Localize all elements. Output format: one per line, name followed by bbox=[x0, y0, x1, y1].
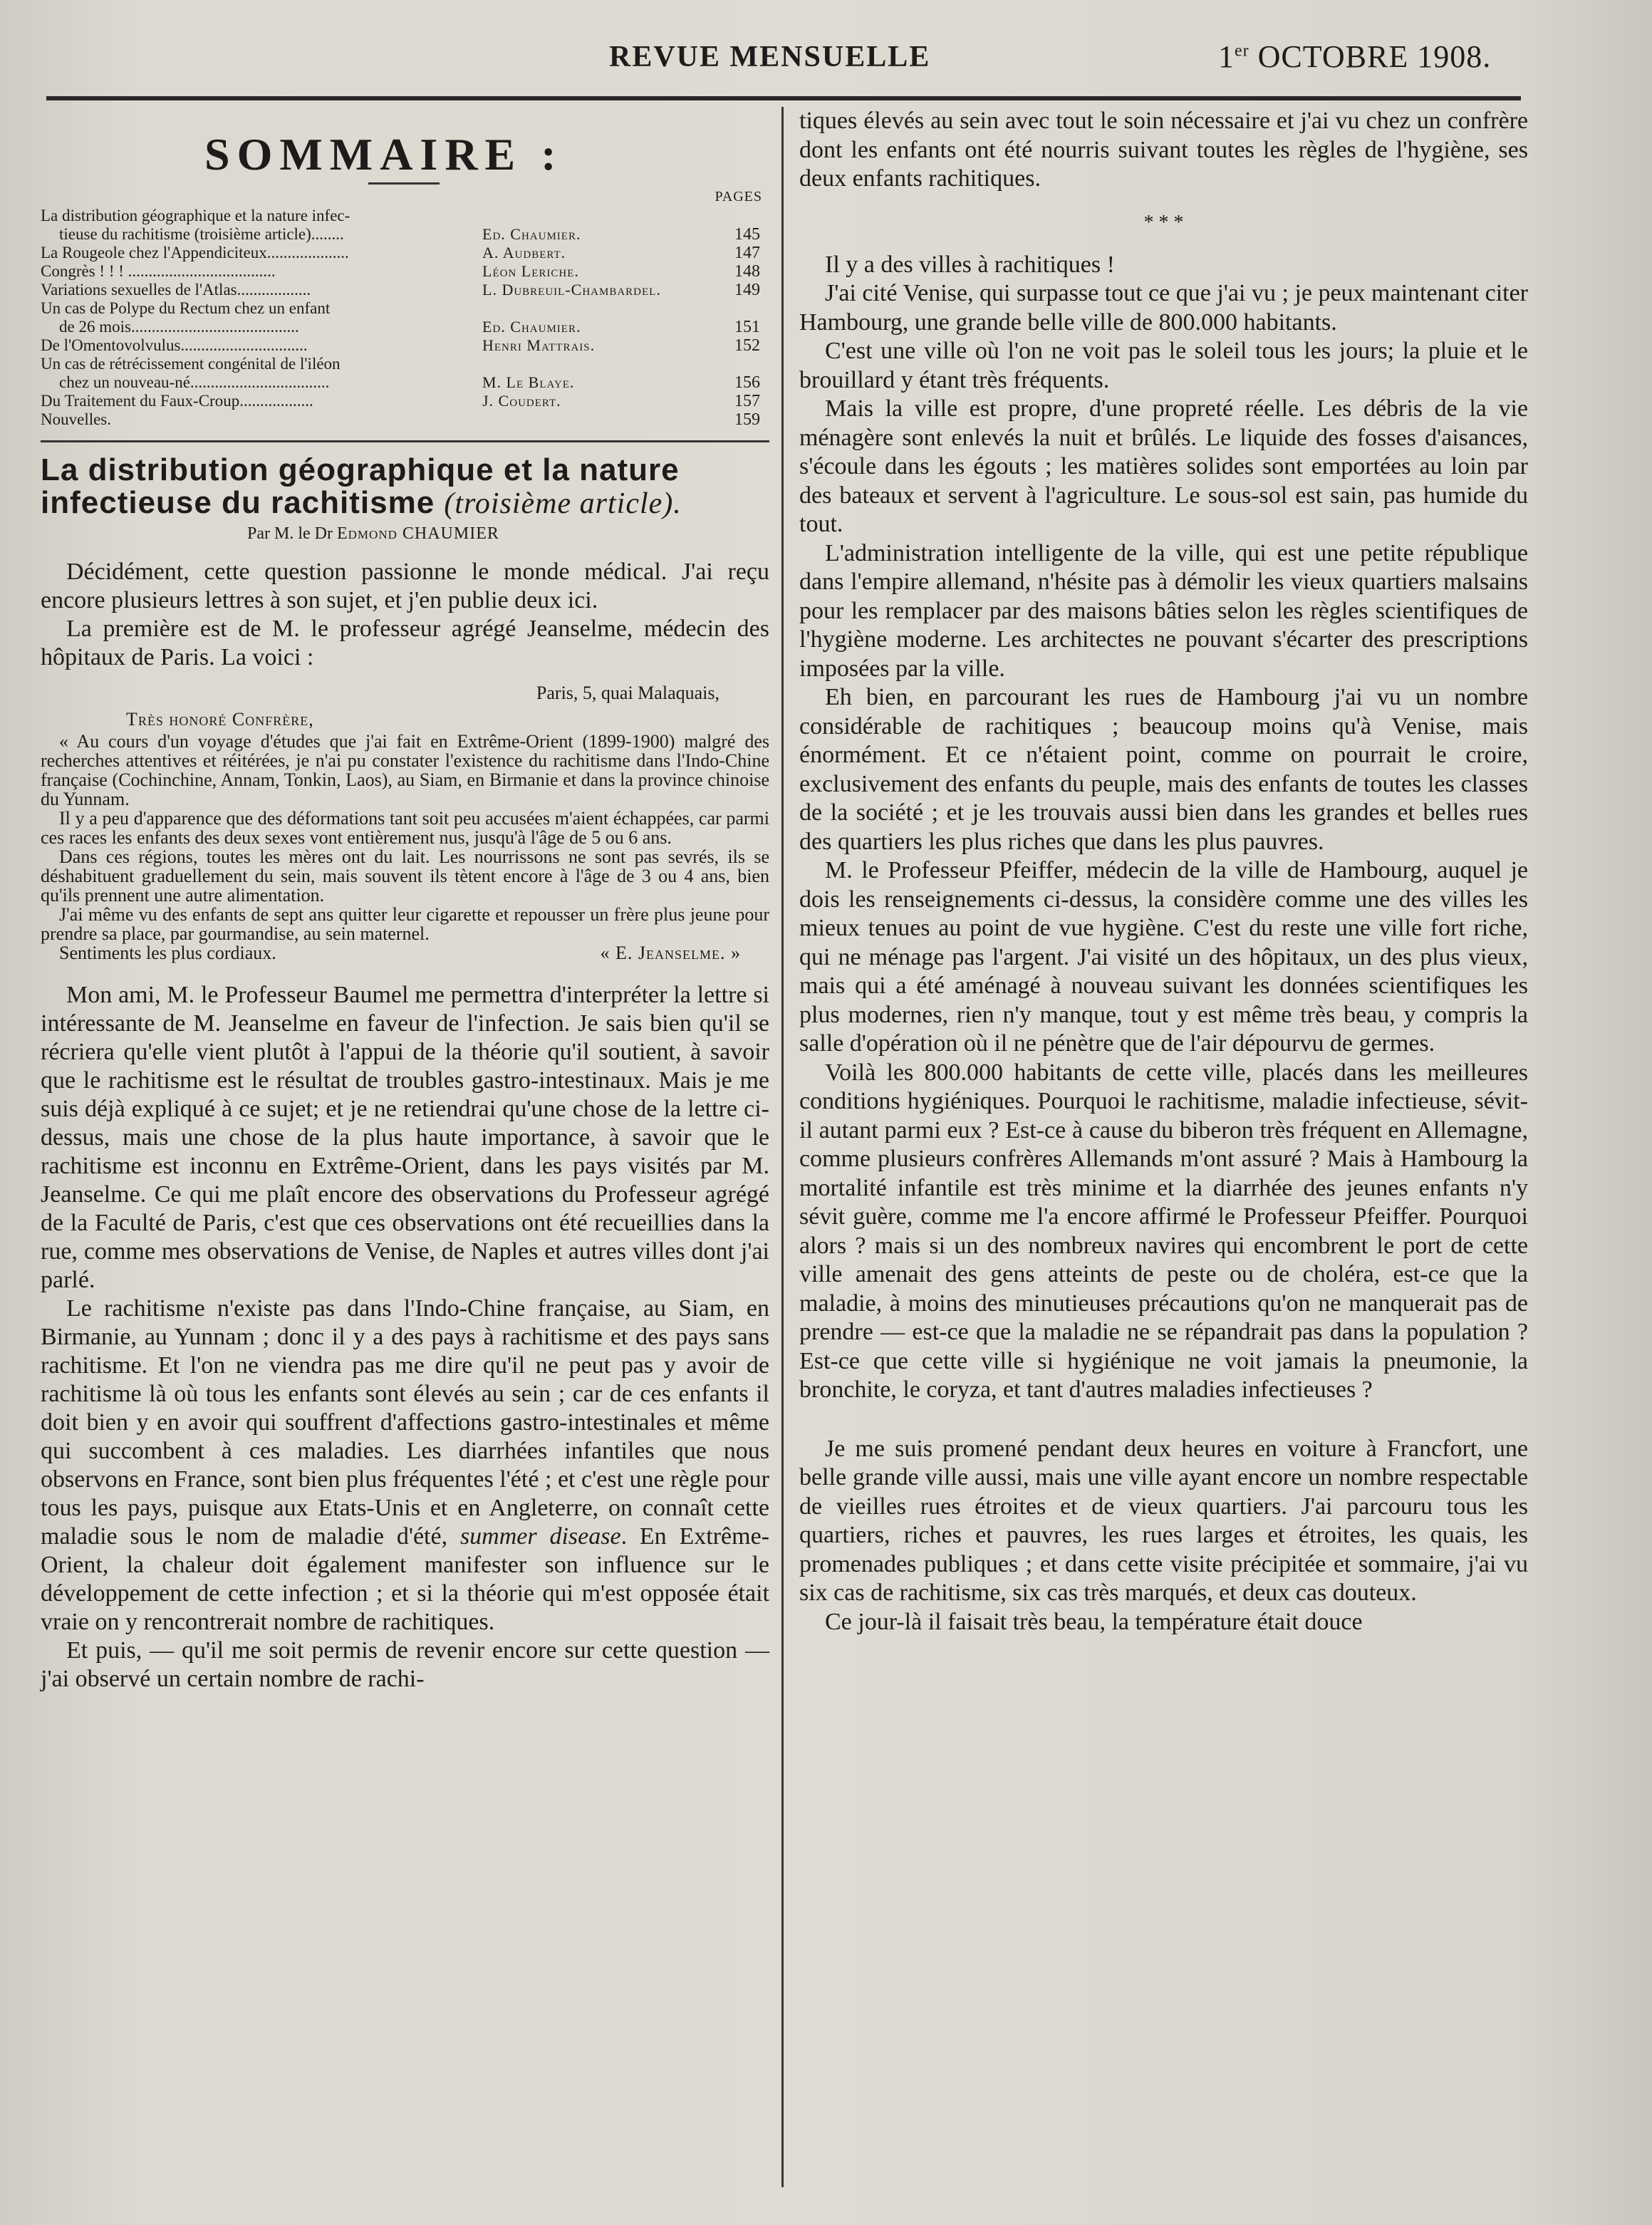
paragraph: Ce jour-là il faisait très beau, la température était douce bbox=[825, 1608, 1363, 1635]
paragraph: Mais la ville est propre, d'une propreté réelle. Les débris de la vie ménagère sont enlevés la nuit et brûlés. Le liquide des fosses d'aisances, s'écoule dans les égouts ; les matières solides sont emportées au loin par des bateaux et servent à l'agriculture. Le sous-sol est sain, pas humide du tout. bbox=[799, 395, 1528, 537]
toc-row: Un cas de rétrécissement congénital de l'iléon bbox=[41, 355, 341, 373]
paragraph: Mon ami, M. le Professeur Baumel me permettra d'interpréter la lettre si intéressante de M. Jeanselme en faveur de l'infection. Je sais bien qu'il se récriera qu'elle vient plutôt à l'appui de la théorie qu'il soutient, à savoir que le rachitisme est le résultat de troubles gastro-intestinaux. Mais je me suis déjà expliqué à ce sujet; et je ne retiendrai qu'une chose de la lettre ci-dessus, mais une chose de la plus haute importance, à savoir que le rachitisme est inconnu en Extrême-Orient, dans les pays visités par M. Jeanselme. Ce qui me plaît encore des observations du Professeur agrégé de la Faculté de Paris, c'est que ces observations ont été recueillies dans la rue, comme mes observations de Venise, de Naples et autres villes dont j'ai parlé. bbox=[41, 982, 769, 1293]
paragraph: L'administration intelligente de la ville, qui est une petite république dans l'empire allemand, n'hésite pas à démolir les vieux quartiers malsains pour les remplacer par des maisons bâties selon les règles scientifiques de l'hygiène moderne. Les architectes ne pouvant s'écarter des prescriptions imposées par la ville. bbox=[799, 539, 1528, 682]
left-column bbox=[41, 107, 769, 1694]
letter-address: Paris, 5, quai Malaquais, bbox=[536, 683, 719, 703]
table-of-contents bbox=[41, 207, 769, 429]
pages-label: PAGES bbox=[715, 189, 762, 204]
paragraph: Et puis, — qu'il me soit permis de revenir encore sur cette question — j'ai observé un certain nombre de rachi- bbox=[41, 1637, 769, 1692]
article-title: La distribution géographique et la nature infectieuse du rachitisme (troisième article). bbox=[41, 452, 682, 520]
toc-row: De l'Omentovolvulus............................... Henri Mattrais. 152 bbox=[41, 336, 760, 355]
letter-paragraph: « Au cours d'un voyage d'études que j'ai fait en Extrême-Orient (1899-1900) malgré des recherches attentives et réitérées, je n'ai pu constater l'existence du rachitisme dans l'Indo-Chine française (Cochinchine, Annam, Tonkin, Laos), au Siam, en Birmanie et dans la province chinoise du Yunnam. bbox=[41, 731, 769, 809]
toc-row: Variations sexuelles de l'Atlas.................. L. Dubreuil-Chambardel. 149 bbox=[41, 281, 760, 299]
sommaire-title: SOMMAIRE : bbox=[204, 129, 563, 180]
paragraph: Eh bien, en parcourant les rues de Hambourg j'ai vu un nombre considérable de rachitiques ; beaucoup moins qu'à Venise, mais énormément. Et ce n'étaient point, comme on pourrait le croire, exclusivement des enfants du peuple, mais des enfants de toutes les classes de la société ; et je les trouvais aussi bien dans les grandes et belles rues des quartiers les plus riches que dans les plus pauvres. bbox=[799, 684, 1528, 855]
paragraph: Je me suis promené pendant deux heures en voiture à Francfort, une belle grande ville aussi, mais une ville ayant encore un nombre respectable de vieilles rues étroites et de vieux quartiers. J'ai parcouru tous les quartiers, riches et pauvres, les rues larges et étroites, les quais, les promenades publiques ; et dans cette visite précipitée et sommaire, j'ai vu six cas de rachitisme, six cas très marqués, et deux cas douteux. bbox=[799, 1435, 1528, 1606]
paragraph: La première est de M. le professeur agrégé Jeanselme, médecin des hôpitaux de Paris. La voici : bbox=[41, 616, 769, 670]
article-byline: Par M. le Dr Edmond CHAUMIER bbox=[247, 524, 499, 543]
toc-row: Congrès ! ! ! .................................... Léon Leriche. 148 bbox=[41, 262, 760, 281]
paragraph: M. le Professeur Pfeiffer, médecin de la ville de Hambourg, auquel je dois les renseignements ci-dessus, la considère comme une des villes les mieux tenues au point de vue hygiène. C'est du reste une ville fort riche, qui ne ménage pas l'argent. J'ai visité un des hôpitaux, un des plus vieux, mais qui a été aménagé à nouveau suivant les données scientifiques les plus modernes, rien n'y manque, tout y est même très beau, y compris la salle d'opération où il ne pénètre que de l'air dépourvu de germes. bbox=[799, 857, 1528, 1057]
page-header bbox=[0, 34, 1652, 77]
column-divider bbox=[781, 107, 784, 2187]
article-body-left bbox=[41, 981, 769, 1694]
article-intro bbox=[41, 558, 769, 672]
section-rule bbox=[41, 440, 769, 442]
paragraph-gap bbox=[799, 1405, 1528, 1435]
paragraph: Voilà les 800.000 habitants de cette ville, placés dans les meilleures conditions hygiéniques. Pourquoi le rachitisme, maladie infectieuse, sévit-il autant parmi eux ? Est-ce à cause du biberon très fréquent en Allemagne, comme plusieurs confrères Allemands m'ont assuré ? Mais à Hambourg la mortalité infantile est très minime et la diarrhée des jeunes enfants n'y sévit guère, comme me l'a encore affirmé le Professeur Pfeiffer. Pourquoi alors ? mais si un des nombreux navires qui encombrent le port de cette ville amenait des gens atteints de peste ou de choléra, est-ce que la maladie, à moins des minutieuses précautions qu'on ne manquerait pas de prendre — est-ce que la maladie ne se répandrait pas dans la population ? Est-ce que cette ville si hygiénique ne voit jamais la pneumonie, la bronchite, le coryza, et tant d'autres maladies infectieuses ? bbox=[799, 1059, 1528, 1403]
paragraph: J'ai cité Venise, qui surpasse tout ce que j'ai vu ; je peux maintenant citer Hambourg, une grande belle ville de 800.000 habitants. bbox=[799, 280, 1528, 336]
sommaire-underline bbox=[368, 182, 440, 185]
header-rule bbox=[46, 96, 1521, 100]
right-column bbox=[799, 107, 1528, 1637]
section-stars: * * * bbox=[1143, 211, 1184, 234]
paragraph: Il y a des villes à rachitiques ! bbox=[825, 251, 1115, 278]
paragraph: Décidément, cette question passionne le monde médical. J'ai reçu encore plusieurs lettres à son sujet, et j'en publie deux ici. bbox=[41, 559, 769, 613]
toc-row: chez un nouveau-né.................................. M. Le Blaye. 156 bbox=[59, 373, 760, 392]
paragraph: tiques élevés au sein avec tout le soin nécessaire et j'ai vu chez un confrère dont les enfants ont été nourris suivant toutes les règles de l'hygiène, ses deux enfants rachitiques. bbox=[799, 108, 1528, 192]
letter-paragraph: Dans ces régions, toutes les mères ont du lait. Les nourrissons ne sont pas sevrés, ils se déshabituent graduellement du sein, mais souvent ils tètent encore à l'âge de 3 ou 4 ans, bien qu'ils prennent une autre alimentation. bbox=[41, 846, 769, 906]
letter-signature: « E. Jeanselme. » bbox=[600, 943, 741, 963]
toc-row: Nouvelles. 159 bbox=[41, 410, 760, 429]
toc-row: La Rougeole chez l'Appendiciteux.................... A. Audbert. 147 bbox=[41, 244, 760, 262]
quoted-letter bbox=[41, 683, 769, 963]
article-body-right bbox=[799, 107, 1528, 1637]
toc-row: tieuse du rachitisme (troisième article)........ Ed. Chaumier. 145 bbox=[59, 225, 760, 244]
toc-row: Du Traitement du Faux-Croup.................. J. Coudert. 157 bbox=[41, 392, 760, 410]
issue-date: 1er OCTOBRE 1908. bbox=[1218, 39, 1492, 74]
toc-row: La distribution géographique et la nature infec- bbox=[41, 207, 350, 224]
toc-row: de 26 mois......................................... Ed. Chaumier. 151 bbox=[59, 318, 760, 336]
toc-row: Un cas de Polype du Rectum chez un enfant bbox=[41, 299, 331, 317]
letter-paragraph: Il y a peu d'apparence que des déformations tant soit peu accusées m'aient échappées, car parmi ces races les enfants des deux sexes vont entièrement nus, jusqu'à l'âge de 5 ou 6 ans. bbox=[41, 808, 769, 848]
journal-title: REVUE MENSUELLE bbox=[609, 41, 931, 73]
paragraph: C'est une ville où l'on ne voit pas le soleil tous les jours; la pluie et le brouillard y étant très fréquents. bbox=[799, 338, 1528, 393]
paragraph: Le rachitisme n'existe pas dans l'Indo-Chine française, au Siam, en Birmanie, au Yunnam ; donc il y a des pays à rachitisme et des pays sans rachitisme. Et l'on ne viendra pas me dire qu'il ne peut pas y avoir de rachitisme là où tous les enfants sont élevés au sein ; car de ces enfants il doit bien y en avoir qui souffrent d'affections gastro-intestinales et même qui succombent à ces maladies. Les diarrhées infantiles que nous observons en France, sont bien plus fréquentes l'été ; et c'est une règle pour tous les pays, puisque aux Etats-Unis et en Angleterre, on connaît cette maladie sous le nom de maladie d'été, summer disease. En Extrême-Orient, la chaleur doit également manifester son influence sur le développement de cette infection ; et si la théorie qui m'est opposée était vraie on y rencontrerait nombre de rachitiques. bbox=[41, 1295, 770, 1635]
letter-closing: Sentiments les plus cordiaux. « E. Jeanselme. » bbox=[59, 943, 741, 963]
letter-paragraph: J'ai même vu des enfants de sept ans quitter leur cigarette et repousser un frère plus jeune pour prendre sa place, par gourmandise, au sein maternel. bbox=[41, 904, 769, 944]
letter-salutation: Très honoré Confrère, bbox=[126, 709, 314, 730]
